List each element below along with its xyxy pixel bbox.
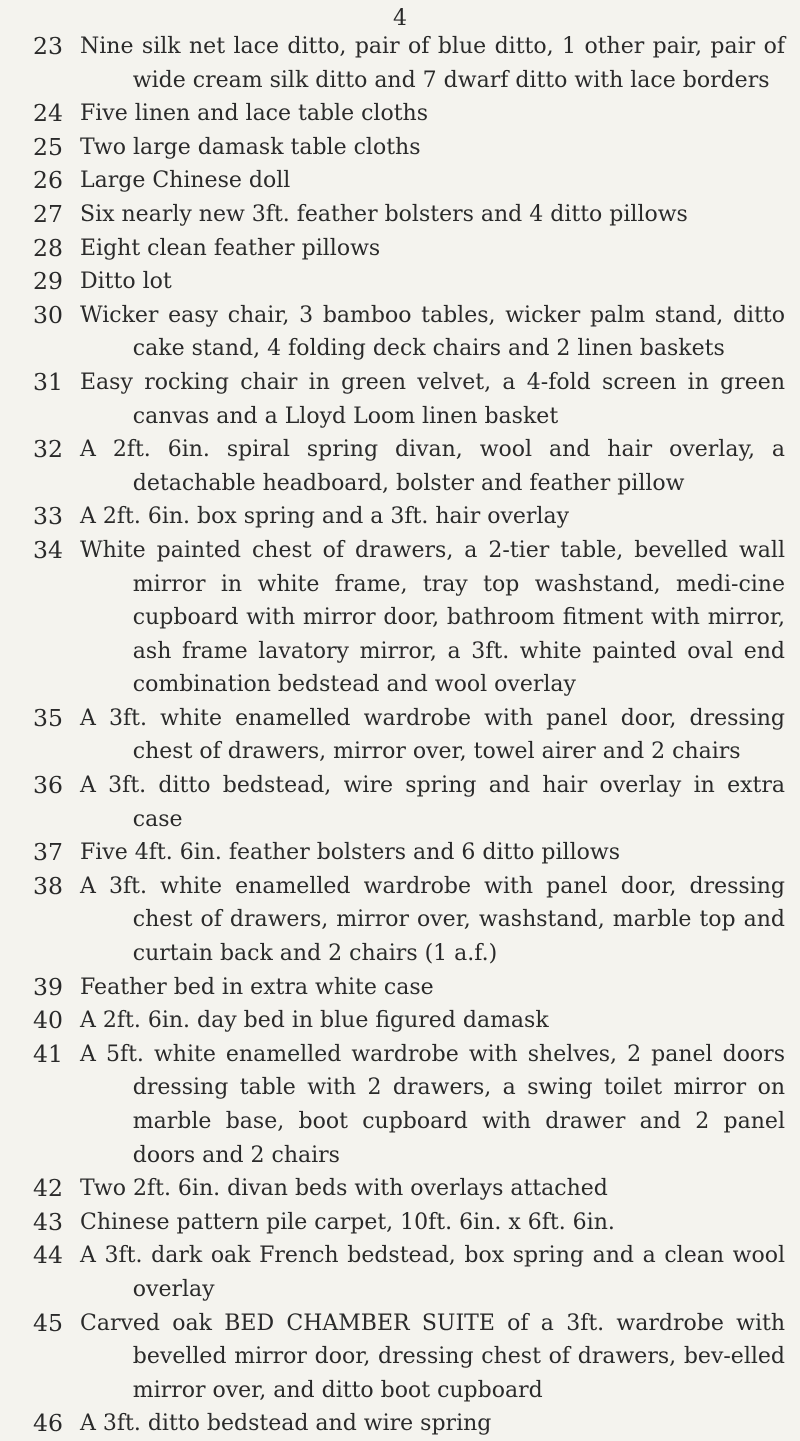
lot-entry — [33, 1172, 785, 1206]
lot-entry — [33, 500, 785, 534]
lot-number: 36 — [33, 771, 63, 800]
lot-entry — [33, 1239, 785, 1306]
lot-entry — [33, 1038, 785, 1172]
lot-description: White painted chest of drawers, a 2-tier table, bevelled wall mirror in white frame, tray top washstand, medi-cine cupboard with mirror door, bathroom fitment with mirror, ash frame lavatory mirror, a 3ft. white painted oval end combination bedstead and wool overlay — [80, 537, 785, 698]
lot-number: 28 — [33, 233, 63, 262]
lot-description: A 2ft. 6in. spiral spring divan, wool and hair overlay, a detachable headboard, bolster and feather pillow — [80, 437, 785, 496]
lot-description: Two 2ft. 6in. divan beds with overlays attached — [80, 1176, 608, 1202]
lot-description: Five linen and lace table cloths — [80, 101, 429, 127]
lot-description: Six nearly new 3ft. feather bolsters and 4 ditto pillows — [80, 201, 688, 227]
lot-number: 23 — [33, 32, 63, 60]
lot-number: 24 — [33, 99, 63, 128]
lot-description: Chinese pattern pile carpet, 10ft. 6in. x 6ft. 6in. — [80, 1209, 615, 1235]
lot-description: Feather bed in extra white case — [80, 974, 434, 1000]
lot-entry — [33, 265, 785, 299]
lot-number: 41 — [33, 1039, 63, 1068]
lot-number: 46 — [33, 1409, 63, 1438]
lot-description: Two large damask table cloths — [80, 134, 421, 160]
page-number: 4 — [393, 6, 407, 31]
lot-description: Nine silk net lace ditto, pair of blue ditto, 1 other pair, pair of wide cream silk ditto and 7 dwarf ditto with lace borders — [80, 34, 785, 93]
lot-description: Large Chinese doll — [80, 168, 291, 194]
lot-entry — [33, 97, 785, 131]
lot-number: 32 — [33, 435, 63, 464]
lot-description: Carved oak BED CHAMBER SUITE of a 3ft. wardrobe with bevelled mirror door, dressing chest of drawers, bev-elled mirror over, and ditto boot cupboard — [80, 1310, 785, 1403]
lot-list — [33, 30, 785, 1441]
lot-entry — [33, 164, 785, 198]
lot-number: 29 — [33, 267, 63, 296]
lot-number: 33 — [33, 502, 63, 531]
lot-entry — [33, 1407, 785, 1441]
lot-number: 45 — [33, 1308, 63, 1337]
lot-number: 34 — [33, 535, 63, 564]
lot-description: A 3ft. ditto bedstead, wire spring and hair overlay in extra case — [80, 773, 785, 832]
lot-number: 38 — [33, 871, 63, 900]
lot-entry — [33, 299, 785, 366]
lot-description: A 3ft. white enamelled wardrobe with panel door, dressing chest of drawers, mirror over, washstand, marble top and curtain back and 2 chairs (1 a.f.) — [80, 873, 785, 967]
lot-entry — [33, 1307, 785, 1408]
lot-description: A 2ft. 6in. box spring and a 3ft. hair overlay — [80, 504, 569, 530]
lot-entry — [33, 870, 785, 971]
lot-number: 44 — [33, 1241, 63, 1270]
lot-number: 30 — [33, 300, 63, 329]
lot-description: A 5ft. white enamelled wardrobe with shelves, 2 panel doors dressing table with 2 drawers, a swing toilet mirror on marble base, boot cupboard with drawer and 2 panel doors and 2 chairs — [80, 1041, 785, 1168]
lot-description: Five 4ft. 6in. feather bolsters and 6 ditto pillows — [80, 840, 620, 866]
lot-number: 25 — [33, 132, 63, 161]
lot-entry — [33, 30, 785, 97]
lot-entry — [33, 836, 785, 870]
lot-entry — [33, 534, 785, 702]
lot-entry — [33, 366, 785, 433]
lot-description: A 3ft. dark oak French bedstead, box spring and a clean wool overlay — [80, 1243, 785, 1302]
lot-number: 42 — [33, 1174, 63, 1203]
lot-number: 39 — [33, 972, 63, 1001]
lot-entry — [33, 1206, 785, 1240]
lot-description: Eight clean feather pillows — [80, 235, 381, 261]
lot-description: Ditto lot — [80, 269, 172, 295]
lot-entry — [33, 198, 785, 232]
lot-description: A 3ft. white enamelled wardrobe with panel door, dressing chest of drawers, mirror over, towel airer and 2 chairs — [80, 705, 785, 765]
lot-entry — [33, 232, 785, 266]
lot-number: 27 — [33, 199, 63, 228]
lot-entry — [33, 433, 785, 500]
lot-description: A 2ft. 6in. day bed in blue figured damask — [80, 1008, 549, 1034]
lot-description: Wicker easy chair, 3 bamboo tables, wicker palm stand, ditto cake stand, 4 folding deck chairs and 2 linen baskets — [80, 302, 785, 362]
lot-entry — [33, 971, 785, 1005]
lot-number: 40 — [33, 1006, 63, 1035]
lot-description: A 3ft. ditto bedstead and wire spring — [80, 1411, 492, 1437]
lot-description: Easy rocking chair in green velvet, a 4-fold screen in green canvas and a Lloyd Loom linen basket — [80, 369, 785, 429]
lot-entry — [33, 769, 785, 836]
lot-entry — [33, 1004, 785, 1038]
lot-number: 31 — [33, 367, 63, 396]
lot-number: 37 — [33, 838, 63, 867]
lot-number: 43 — [33, 1207, 63, 1236]
lot-entry — [33, 702, 785, 769]
lot-number: 26 — [33, 166, 63, 195]
lot-number: 35 — [33, 703, 63, 732]
lot-entry — [33, 131, 785, 165]
